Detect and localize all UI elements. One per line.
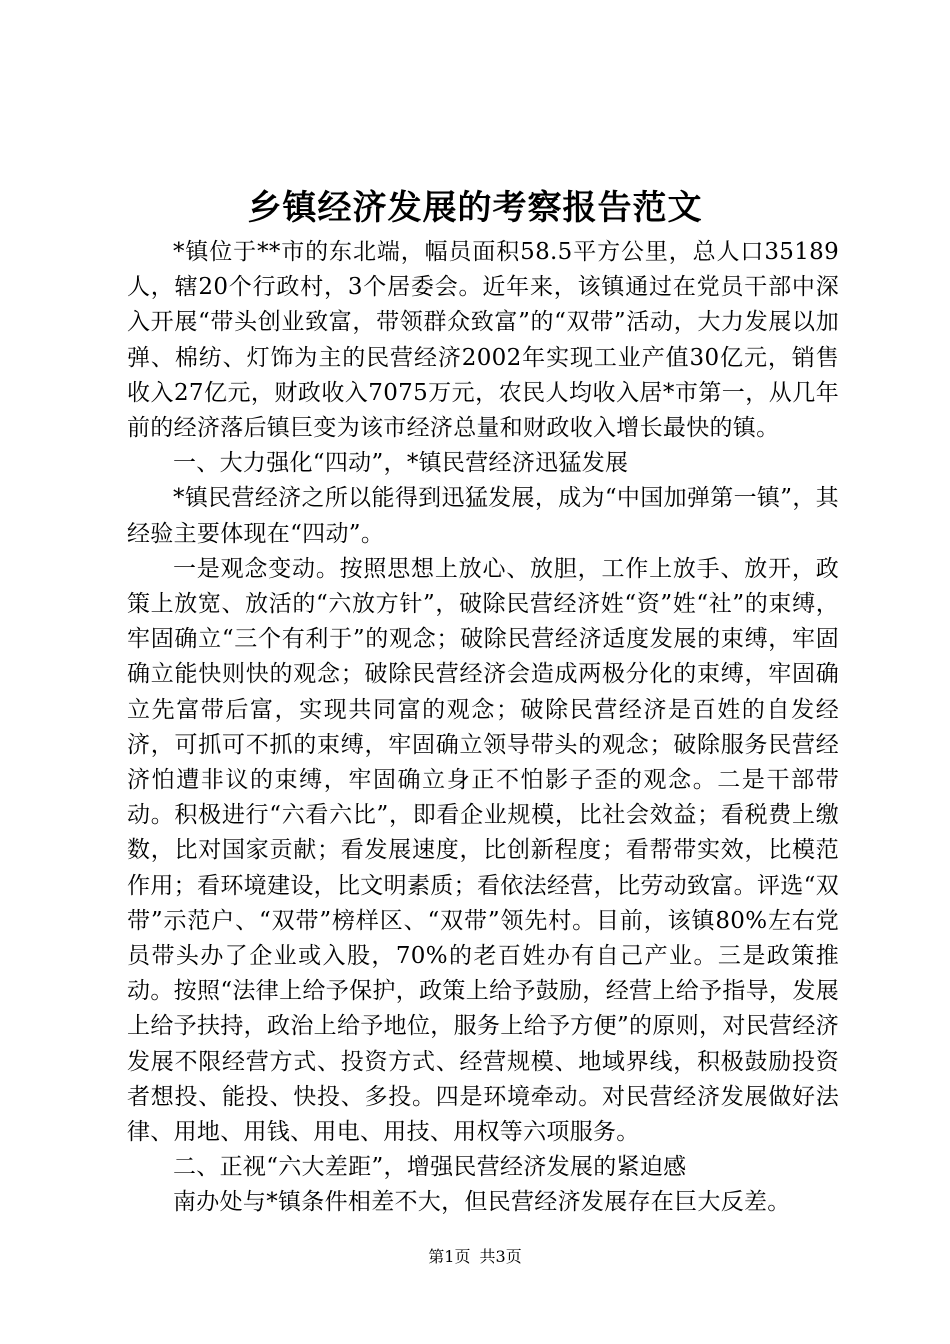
document-title: 乡镇经济发展的考察报告范文 (247, 188, 703, 228)
section-heading-1: 一、大力强化“四动”，*镇民营经济迅猛发展 (173, 450, 629, 477)
paragraph-intro: *镇位于**市的东北端，幅员面积58.5平方公里，总人口35189人，辖20个行政村，3个居委会。近年来，该镇通过在党员干部中深入开展“带头创业致富，带领群众致富”的“双带”活动，大力发展以加弹、棉纺、灯饰为主的民营经济2002年实现工业产值30亿元，销售收入27亿元，财政收入7075万元，农民人均收入居*市第一，从几年前的经济落后镇巨变为该市经济总量和财政收入增长最快的镇。 (127, 239, 839, 442)
page-number: 第1页 (428, 1247, 471, 1266)
page-total: 共3页 (479, 1247, 522, 1266)
document-body (127, 235, 839, 1221)
paragraph-section-1-intro: *镇民营经济之所以能得到迅猛发展，成为“中国加弹第一镇”，其经验主要体现在“四动”。 (127, 485, 839, 547)
section-heading-2: 二、正视“六大差距”，增强民营经济发展的紧迫感 (173, 1154, 687, 1181)
paragraph-four-drivers: 一是观念变动。按照思想上放心、放胆，工作上放手、放开，政策上放宽、放活的“六放方针”，破除民营经济姓“资”姓“社”的束缚，牢固确立“三个有利于”的观念；破除民营经济适度发展的束缚，牢固确立能快则快的观念；破除民营经济会造成两极分化的束缚，牢固确立先富带后富，实现共同富的观念；破除民营经济是百姓的自发经济，可抓可不抓的束缚，牢固确立领导带头的观念；破除服务民营经济怕遭非议的束缚，牢固确立身正不怕影子歪的观念。二是干部带动。积极进行“六看六比”，即看企业规模，比社会效益；看税费上缴数，比对国家贡献；看发展速度，比创新程度；看帮带实效，比模范作用；看环境建设，比文明素质；看依法经营，比劳动致富。评选“双带”示范户、“双带”榜样区、“双带”领先村。目前，该镇80%左右党员带头办了企业或入股，70%的老百姓办有自己产业。三是政策推动。按照“法律上给予保护，政策上给予鼓励，经营上给予指导，发展上给予扶持，政治上给予地位，服务上给予方便”的原则，对民营经济发展不限经营方式、投资方式、经营规模、地域界线，积极鼓励投资者想投、能投、快投、多投。四是环境牵动。对民营经济发展做好法律、用地、用钱、用电、用技、用权等六项服务。 (127, 555, 839, 1146)
page-footer (0, 1245, 950, 1269)
paragraph-section-2-intro: 南办处与*镇条件相差不大，但民营经济发展存在巨大反差。 (173, 1189, 791, 1216)
